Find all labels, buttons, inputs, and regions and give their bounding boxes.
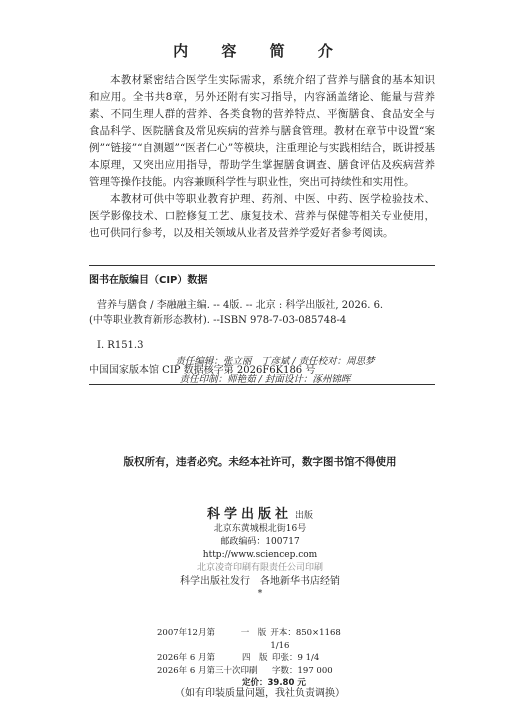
cip-classification: Ⅰ. R151.3 xyxy=(97,340,144,351)
intro-paragraph: 本教材紧密结合医学生实际需求，系统介绍了营养与膳食的基本知识和应用。全书共8章，另外还附有实习指导，内容涵盖绪论、能量与营养素、不同生理人群的营养、各类食物的营养特点、平衡膳食、食品安全与食品科学、医院膳食及常见疾病的营养与膳食管理。教材在章节中设置“案例”“链接”“自测题”“医者仁心”等模块，注重理论与实践相结合，既讲授基本原理，又突出应用指导，帮助学生掌握膳食调查、膳食评估及疾病营养管理等操作技能。内容兼顾科学性与职业性，突出可持续性和实用性。 xyxy=(89,74,435,188)
price: 定价：39.80 元 xyxy=(242,678,306,688)
copyright-notice: 版权所有，违者必究。未经本社许可，数字图书馆不得使用 xyxy=(123,456,397,468)
publisher-address: 北京东黄城根北街16号 xyxy=(213,524,307,534)
imprint-row xyxy=(157,665,367,678)
distribution-line: 科学出版社发行 各地新华书店经销 xyxy=(180,576,340,587)
intro-section xyxy=(89,72,435,242)
cip-record-number: 中国国家版本馆 CIP 数据核字第 2026F6K186 号 xyxy=(89,365,316,376)
publisher-url: http://www.sciencep.com xyxy=(202,550,318,560)
imprint-spec: 开本：850×1168 1/16 xyxy=(270,628,350,651)
imprint-row xyxy=(157,652,367,665)
staff-credits xyxy=(0,353,520,389)
intro-paragraph: 本教材可供中等职业教育护理、药剂、中医、中药、医学检验技术、医学影像技术、口腔修复工艺、康复技术、营养与保健等相关专业使用，也可供同行参考，以及相关领域从业者及营养学爱好者参考阅读。 xyxy=(89,193,435,239)
publisher-postcode: 邮政编码：100717 xyxy=(220,537,300,547)
imprint-edition: 一 版 xyxy=(240,628,267,638)
cip-entry-line: 营养与膳食 / 李融融主编. -- 4版. -- 北京 : 科学出版社, 2026. 6. xyxy=(97,300,384,311)
imprint-edition: 四 版 xyxy=(242,653,268,663)
publisher-logo: 科学出版社 xyxy=(207,507,293,522)
imprint-date: 2007年12月第 xyxy=(157,628,215,638)
imprint-date: 2026年 6 月第三十次印刷 xyxy=(157,665,258,676)
quality-note: （如有印装质量问题，我社负责调换） xyxy=(175,688,345,699)
imprint-block xyxy=(157,627,367,690)
cip-heading: 图书在版编目（CIP）数据 xyxy=(89,275,208,286)
imprint-row xyxy=(157,627,367,652)
page-title: 内 容 简 介 xyxy=(173,42,347,60)
imprint-spec: 字数：197 000 xyxy=(272,665,333,676)
separator-star: * xyxy=(257,589,263,599)
staff-line: 责任印制：师艳茹 / 封面设计：涿州锦晖 xyxy=(179,374,351,385)
publisher-block xyxy=(0,508,520,601)
printer-line: 北京凌奇印刷有限责任公司印刷 xyxy=(196,563,323,573)
staff-line: 责任编辑：张立丽 丁彦斌 / 责任校对：周思梦 xyxy=(175,356,375,367)
imprint-spec: 印张：9 1/4 xyxy=(272,653,320,663)
publisher-suffix: 出版 xyxy=(294,511,313,521)
imprint-date: 2026年 6 月第 xyxy=(157,653,215,663)
cip-entry-line: (中等职业教育新形态教材). --ISBN 978-7-03-085748-4 xyxy=(89,315,347,326)
